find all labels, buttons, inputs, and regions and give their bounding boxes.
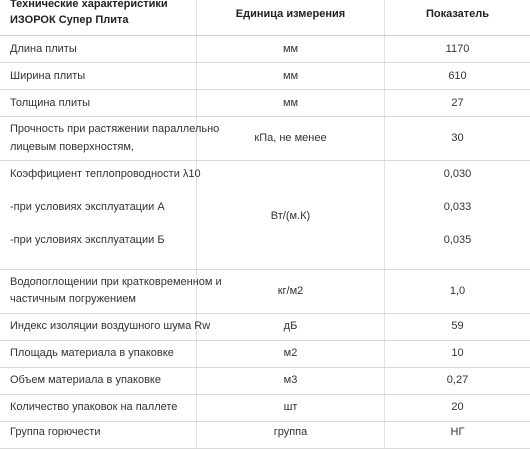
header-characteristics (0, 0, 197, 35)
table-row (0, 341, 530, 368)
header-value-label: Показатель (425, 8, 490, 20)
row-name (0, 63, 197, 89)
row-value (385, 422, 530, 448)
row-value-text: 20 (451, 401, 464, 413)
row-unit (197, 270, 385, 313)
row-name (0, 161, 201, 269)
row-unit-text: мм (282, 97, 299, 109)
row-unit (197, 161, 385, 269)
row-value (385, 117, 530, 160)
row-value-text: 27 (451, 97, 464, 109)
row-name-text: Количество упаковок на паллете (10, 401, 178, 413)
row-unit-text: мм (282, 43, 299, 55)
header-unit-label: Единица измерения (235, 8, 346, 20)
row-name-text: Толщина плиты (10, 97, 91, 109)
row-value-line2: 0,033 (443, 201, 472, 213)
row-name-line1: Прочность при растяжении параллельно (10, 123, 220, 135)
row-unit (197, 90, 385, 116)
row-value (385, 270, 530, 313)
row-value (385, 63, 530, 89)
table-row (0, 314, 530, 341)
table-row (0, 161, 530, 270)
header-value (385, 0, 530, 35)
row-name (0, 341, 197, 367)
row-name (0, 314, 211, 340)
table-row (0, 368, 530, 395)
table-row (0, 90, 530, 117)
row-unit (197, 368, 385, 394)
row-unit-text: группа (273, 426, 308, 438)
row-value-text: 610 (448, 70, 467, 82)
row-name-text: Площадь материала в упаковке (10, 347, 174, 359)
row-name (0, 117, 220, 160)
row-value-line1: 0,030 (443, 168, 472, 180)
table-row (0, 36, 530, 63)
table-row (0, 117, 530, 161)
table-row (0, 422, 530, 449)
row-unit-text: м2 (283, 347, 298, 359)
row-value (385, 90, 530, 116)
table-header (0, 0, 530, 36)
row-value-text: НГ (450, 426, 465, 438)
header-unit (197, 0, 385, 35)
row-value (385, 395, 530, 421)
row-name-text: Объем материала в упаковке (10, 374, 161, 386)
row-unit (197, 341, 385, 367)
row-name-line3: -при условиях эксплуатации Б (10, 234, 165, 246)
header-characteristics-line1: Технические характеристики (10, 0, 168, 10)
row-unit-text: шт (283, 401, 298, 413)
row-unit (197, 422, 385, 448)
row-name-line2: -при условиях эксплуатации А (10, 201, 165, 213)
row-value-text: 1,0 (449, 285, 466, 297)
row-value-text: 10 (451, 347, 464, 359)
row-value (385, 36, 530, 62)
row-name (0, 368, 197, 394)
row-unit-text: кПа, не менее (254, 132, 327, 144)
row-name-text: Группа горючести (10, 426, 101, 438)
row-unit (197, 395, 385, 421)
row-unit (197, 117, 385, 160)
row-value (385, 161, 530, 269)
row-unit-text: кг/м2 (277, 285, 304, 297)
row-value-text: 30 (451, 132, 464, 144)
row-unit-text: м3 (283, 374, 298, 386)
row-unit (197, 36, 385, 62)
row-value (385, 368, 530, 394)
row-value (385, 341, 530, 367)
row-name-line2: лицевым поверхностям, (10, 141, 134, 153)
row-unit-text: Вт/(м.К) (270, 210, 311, 222)
row-name (0, 422, 197, 448)
row-unit-text: мм (282, 70, 299, 82)
row-name (0, 395, 197, 421)
row-value-text: 0,27 (446, 374, 469, 386)
row-name-line1: Коэффициент теплопроводности λ10 (10, 168, 201, 180)
header-characteristics-line2: ИЗОРОК Супер Плита (10, 14, 129, 26)
row-name-text: Ширина плиты (10, 70, 86, 82)
row-name (0, 270, 222, 313)
row-name (0, 90, 197, 116)
row-name-text: Длина плиты (10, 43, 77, 55)
table-row (0, 63, 530, 90)
row-value (385, 314, 530, 340)
row-unit-text: дБ (283, 320, 298, 332)
row-name-line1: Водопоглощении при кратковременном и (10, 276, 222, 288)
row-value-text: 1170 (445, 43, 470, 55)
table-row (0, 395, 530, 422)
row-name-text: Индекс изоляции воздушного шума Rw (10, 320, 211, 332)
row-unit (197, 63, 385, 89)
row-name (0, 36, 197, 62)
row-value-text: 59 (451, 320, 464, 332)
row-value-line3: 0,035 (443, 234, 472, 246)
row-name-line2: частичным погружением (10, 293, 136, 305)
table-row (0, 270, 530, 314)
row-unit (197, 314, 385, 340)
